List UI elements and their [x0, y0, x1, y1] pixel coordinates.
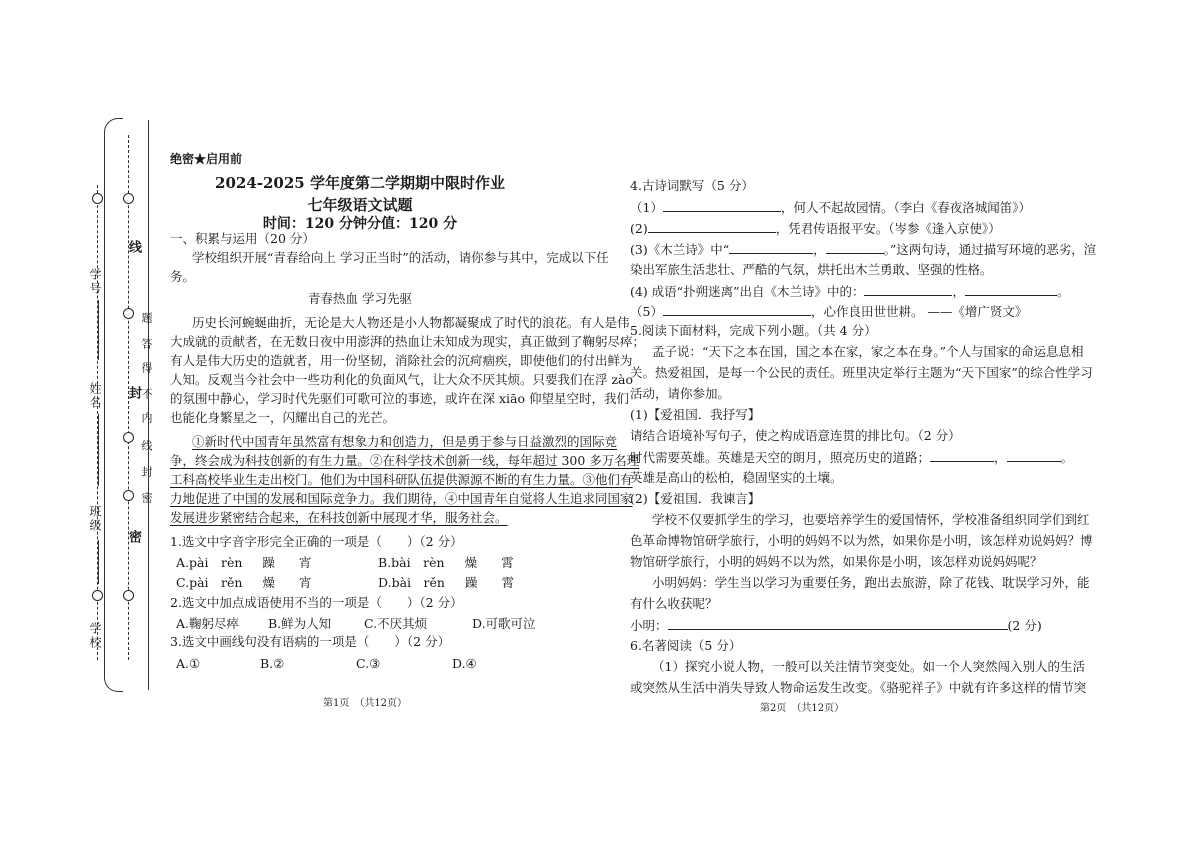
hole-circle [123, 590, 134, 601]
seal-mark: 线 [140, 440, 153, 453]
q4-num: （5） [630, 304, 663, 319]
answer-blank[interactable] [864, 282, 952, 296]
q4-line-4 [630, 282, 1070, 301]
q2-option-a[interactable]: A.鞠躬尽瘁 [176, 616, 240, 631]
q4-line-3 [630, 240, 1096, 259]
score: (2 分) [1007, 618, 1042, 633]
q1-option-d[interactable] [378, 574, 514, 592]
q5-text: 。 [1060, 450, 1074, 465]
q5-part-1-sentence-end: 英雄是高山的松柏，稳固坚实的土壤。 [630, 470, 843, 485]
option-letter: A. [176, 555, 190, 570]
q4-num: （1） [630, 200, 663, 215]
seal-mark: 线 [126, 240, 141, 255]
classification: 绝密★启用前 [170, 152, 243, 166]
q4-text: 。 [1056, 284, 1070, 299]
passage-line: 历史长河蜿蜒曲折，无论是大人物还是小人物都凝聚成了时代的浪花。有人是伟 [192, 315, 630, 330]
option-word: 燥 [262, 575, 275, 590]
student-id-label: 学号 [88, 268, 102, 296]
exam-subtitle: 七年级语文试题 [307, 196, 413, 214]
underlined-line: ①新时代中国青年虽然富有想象力和创造力，但是勇于参与日益激烈的国际竞 [192, 434, 618, 449]
option-letter: D. [378, 575, 392, 590]
q5-mom-line: 有什么收获呢？ [630, 596, 718, 611]
option-pinyin: pài rèn [189, 555, 243, 570]
section-heading: 一、积累与运用（20 分） [170, 231, 315, 246]
q4-line-1 [630, 198, 1031, 217]
seal-mark: 答 [140, 338, 153, 351]
option-pinyin: bài rèn [391, 555, 445, 570]
page-1-footer: 第1页 （共12页） [322, 698, 408, 709]
exam-title [0, 172, 720, 193]
q1-option-c[interactable] [176, 574, 312, 592]
q2-option-d[interactable]: D.可歌可泣 [472, 616, 536, 631]
hole-circle [92, 590, 103, 601]
q5-answer-line [630, 616, 1042, 635]
q3-option-b[interactable]: B.② [260, 656, 285, 671]
q6-line: （1）探究小说人物，一般可以关注情节突变处。如一个人突然闯入别人的生活 [652, 659, 1085, 674]
q5-intro-line: 关。热爱祖国，是每一个公民的责任。班里决定举行主题为“天下国家”的综合性学习 [630, 365, 1093, 380]
q5-mom-line: 小明妈妈：学生当以学习为重要任务，跑出去旅游，除了花钱、耽误学习外，能 [652, 575, 1090, 590]
q4-line-5 [630, 302, 1027, 321]
underlined-line: 发展进步紧密结合起来，在科技创新中展现才华，服务社会。 [170, 510, 508, 525]
q1-option-b[interactable] [378, 554, 514, 572]
seal-mark: 不 [140, 388, 153, 401]
answer-label: 小明： [630, 618, 668, 633]
q5-intro-line: 活动，请你参加。 [630, 386, 731, 401]
seal-mark: 封 [140, 466, 153, 479]
intro-line: 务。 [170, 269, 196, 284]
q4-text: ，凭君传语报平安。（岑参《逢入京使》） [775, 221, 1001, 236]
q4-text: ， [952, 284, 965, 299]
time-score: 时间：120 分钟分值：120 分 [262, 216, 458, 232]
q5-text: 时代需要英雄。英雄是天空的朗月，照亮历史的道路； [630, 450, 931, 465]
class-label: 班级 [88, 505, 102, 533]
question-3-stem: 3.选文中画线句没有语病的一项是（ ）（2 分） [170, 634, 451, 649]
q5-part-2-line: 色革命博物馆研学旅行，小明的妈妈不以为然，如果你是小明，该怎样劝说妈妈？博 [630, 533, 1093, 548]
q4-text: ，何人不起故园情。（李白《春夜洛城闻笛》） [780, 200, 1031, 215]
passage-line: 的氛围中静心，学习时代先驱们可歌可泣的事迹，或许在深 xiāo 仰望星空时，我们 [170, 391, 629, 406]
q5-part-1-instruction: 请结合语境补写句子，使之构成语意连贯的排比句。（2 分） [630, 428, 961, 443]
question-5-title: 5.阅读下面材料，完成下列小题。（共 4 分） [630, 323, 877, 338]
q4-line-2 [630, 219, 1001, 238]
hole-circle [123, 308, 134, 319]
q3-option-a[interactable]: A.① [176, 656, 201, 671]
question-4-title: 4.古诗词默写（5 分） [630, 178, 754, 193]
answer-blank[interactable] [965, 282, 1057, 296]
name-label: 姓名 [88, 382, 102, 410]
q3-option-d[interactable]: D.④ [452, 656, 477, 671]
option-letter: B. [378, 555, 392, 570]
question-2-stem: 2.选文中加点成语使用不当的一项是（ ）（2 分） [170, 595, 463, 610]
seal-mark: 密 [126, 530, 141, 545]
question-1-stem: 1.选文中字音字形完全正确的一项是（ ）（2 分） [170, 534, 463, 549]
q4-text: 。”这两句诗，通过描写环境的恶劣，渲 [883, 242, 1097, 257]
q5-part-2-line: 学校不仅要抓学生的学习，也要培养学生的爱国情怀，学校准备组织同学们到红 [652, 512, 1090, 527]
q4-num: (2) [630, 221, 648, 236]
passage-line: 人知。反观当今社会中一些功利化的负面风气，让大众不厌其烦。只要我们在浮 zào [170, 372, 634, 387]
school-label: 学校 [88, 622, 102, 650]
option-pinyin: pài rěn [189, 575, 243, 590]
q2-option-b[interactable]: B.鲜为人知 [268, 616, 332, 631]
exam-title-text: 2024-2025 学年度第二学期期中限时作业 [215, 174, 505, 192]
seal-mark: 题 [140, 312, 153, 325]
seal-mark: 内 [140, 412, 153, 425]
q6-line: 或突然从生活中消失导致人物命运发生改变。《骆驼祥子》中就有许多这样的情节突 [630, 680, 1087, 695]
name-blank[interactable] [98, 414, 99, 486]
page-2-footer: 第2页 （共12页） [760, 703, 845, 714]
answer-blank[interactable] [1007, 448, 1061, 462]
q2-option-c[interactable]: C.不厌其烦 [364, 616, 428, 631]
intro-line: 学校组织开展“青春给向上 学习正当时”的活动，请你参与其中，完成以下任 [192, 250, 609, 265]
option-word: 霄 [501, 555, 514, 570]
hole-circle [123, 432, 134, 443]
answer-blank[interactable] [729, 240, 813, 254]
q5-text: ， [994, 450, 1007, 465]
student-id-blank[interactable] [98, 300, 99, 360]
option-word: 宵 [298, 555, 312, 570]
option-pinyin: bài rěn [391, 575, 445, 590]
seal-mark: 封 [126, 386, 141, 401]
q4-text: (4) 成语“扑朔迷离”出自《木兰诗》中的： [630, 284, 865, 299]
passage-line: 有人是伟大历史的造就者，用一份坚韧，消除社会的沉疴痼疾，即使他们的付出鲜为 [170, 353, 633, 368]
answer-blank[interactable] [648, 219, 776, 233]
class-blank[interactable] [98, 540, 99, 584]
answer-blank[interactable] [663, 302, 811, 316]
passage-line: 大成就的贡献者，在无数日夜中用澎湃的热血让未知成为现实，真正做到了鞠躬尽瘁； [170, 334, 646, 349]
q4-line-3-cont: 染出军旅生活悲壮、严酷的气氛，烘托出木兰勇敢、坚强的性格。 [630, 262, 993, 277]
option-word: 宵 [299, 575, 312, 590]
q5-part-2-line: 物馆研学旅行，小明的妈妈不以为然，如果你是小明，该怎样劝说妈妈呢？ [630, 554, 1043, 569]
q4-text: ， [813, 242, 826, 257]
option-word: 霄 [501, 575, 514, 590]
passage-line: 也能化身繁星之一，闪耀出自己的光芒。 [170, 410, 396, 425]
q5-part-2-title: (2)【爱祖国．我谏言】 [630, 491, 761, 506]
answer-blank[interactable] [668, 616, 1008, 630]
hole-circle [123, 490, 134, 501]
underlined-line: 工科高校毕业生走出校门。他们为中国科研队伍提供源源不断的有生力量。③他们有 [170, 472, 633, 487]
question-6-title: 6.名著阅读（5 分） [630, 638, 742, 653]
q5-part-1-title: (1)【爱祖国．我抒写】 [630, 407, 761, 422]
option-word: 躁 [464, 575, 478, 590]
answer-blank[interactable] [663, 198, 781, 212]
q5-intro-line: 孟子说：“天下之本在国，国之本在家，家之本在身。”个人与国家的命运息息相 [652, 344, 1084, 359]
q4-text: ，心作良田世世耕。 ——《增广贤文》 [810, 304, 1028, 319]
option-word: 躁 [262, 555, 275, 570]
answer-blank[interactable] [930, 448, 994, 462]
q4-text: (3)《木兰诗》中“ [630, 242, 730, 257]
option-word: 燥 [464, 555, 478, 570]
seal-mark: 得 [140, 362, 153, 375]
option-letter: C. [176, 575, 190, 590]
q1-option-a[interactable] [176, 554, 311, 572]
passage-title: 青春热血 学习先驱 [308, 291, 412, 306]
underlined-line: 力地促进了中国的发展和国际竞争力。我们期待，④中国青年自觉将人生追求同国家 [170, 491, 633, 506]
seal-mark: 密 [140, 492, 153, 505]
answer-blank[interactable] [826, 240, 884, 254]
q5-part-1-sentence [630, 448, 1073, 467]
underlined-line: 争，终会成为科技创新的有生力量。②在科学技术创新一线，每年超过 300 多万名理 [170, 453, 640, 468]
q3-option-c[interactable]: C.③ [356, 656, 381, 671]
